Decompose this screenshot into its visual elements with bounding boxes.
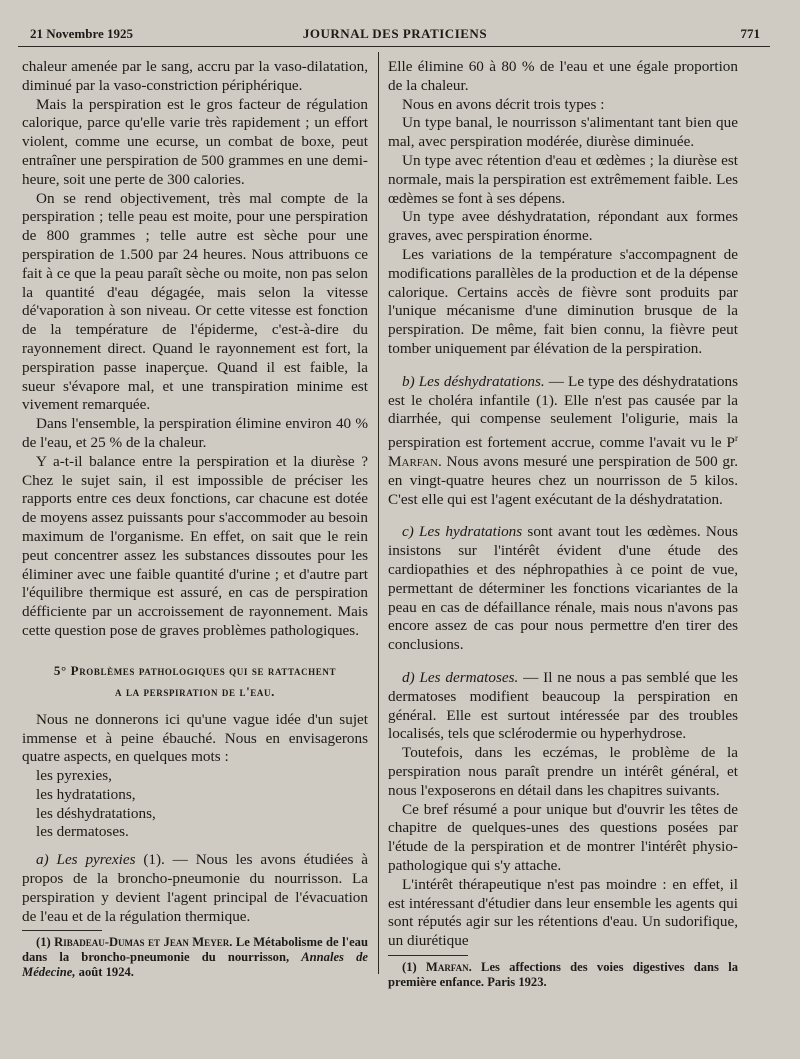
right-column <box>388 58 738 990</box>
left-column <box>22 58 368 980</box>
superscript: r <box>735 433 738 444</box>
paragraph: Toutefois, dans les eczémas, le problème de la perspiration nous paraît prendre un intérêt général, et nous l'exposerons en détail dans les chapitres suivants. <box>388 744 738 799</box>
list-item: les hydratations, <box>36 785 136 803</box>
paragraph: Ce bref résumé a pour unique but d'ouvrir les têtes de chapitre de quelques-unes des questions posées par l'étude de la perspiration et de montrer l'intérêt physio-pathologique qui s'y attache. <box>388 800 738 874</box>
section-heading <box>22 659 368 701</box>
paragraph-text: (1). — Nous les avons étudiées à propos de la broncho-pneumonie du nourrisson. La perspiration y devient l'agent principal de l'évacuation de l'eau et de la régulation thermique. <box>22 851 368 925</box>
footnote <box>22 935 368 980</box>
paragraph: Elle élimine 60 à 80 % de l'eau et une égale proportion de la chaleur. <box>388 58 738 94</box>
list-item: les dermatoses. <box>36 823 129 841</box>
running-header <box>30 26 760 44</box>
section-heading-line: 5° Problèmes pathologiques qui se rattachent <box>53 662 337 678</box>
paragraph: On se rend objectivement, très mal compte de la perspiration ; telle peau est moite, pour une perspiration de 800 grammes ; telle autre est sèche pour une perspiration de 1.500 par 24 heures. Nous attribuons ce fait à ce que la peau paraît sèche ou moite, non pas selon la quantité d'eau dégagée, mais selon la vitesse dé'vaporation à son niveau. Or cette vitesse est fonction de la température de l'épiderme, c'est-à-dire du rayonnement direct. Quand le rayonnement est fort, la perspiration passe inaperçue. Quand il est faible, la sueur s'évapore mal, et une transpiration minime est vivement remarquée. <box>22 189 368 414</box>
author-name: Marfan. <box>388 453 442 470</box>
paragraph-text: sont avant tout les œdèmes. Nous insistons sur l'intérêt évident d'une étude des cardiopathies et des néphropathies à ce point de vue, permettant de déterminer les fonctions vicariantes de la peau en cas de défaillance rénale, mais nous n'avons pas encore assez de cas pour nous permettre d'en tirer des conclusions. <box>388 523 738 654</box>
paragraph-text: Nous avons mesuré une perspiration de 500 gr. en vingt-quatre heures chez un nourrisson de 5 kilos. C'est elle qui est l'agent exécutant de la déshydratation. <box>388 453 738 508</box>
paragraph: Nous en avons décrit trois types : <box>402 95 605 113</box>
subsection-label: c) Les hydratations <box>402 523 523 541</box>
paragraph-text: — Le type des déshydratations est le choléra infantile (1). Elle n'est pas causée par la diarrhée, qui compense seulement l'oligurie, mais la perspiration est fortement accrue, comme l'avait vu le P <box>388 372 738 452</box>
list-item: les déshydratations, <box>36 804 156 822</box>
subsection-label: b) Les déshydratations. <box>402 372 545 390</box>
footnote-journal: Annales de Médecine, <box>22 950 368 980</box>
subsection-label: a) Les pyrexies <box>36 851 136 869</box>
paragraph-text: — Il ne nous a pas semblé que les dermatoses modifient beaucoup la perspiration en général. Elle est surtout intéressée par des troubles localisés, tels que sclérodermie ou hyperhydrose. <box>388 668 738 743</box>
paragraph <box>388 523 738 655</box>
issue-date: 21 Novembre 1925 <box>30 26 134 41</box>
subsection-label: d) Les dermatoses. <box>402 668 519 686</box>
paragraph <box>388 373 738 510</box>
footnote-text: Le Métabolisme de l'eau dans la broncho-pneumonie du nourrisson, <box>22 935 368 965</box>
aspects-list <box>22 767 368 842</box>
paragraph: Un type banal, le nourrisson s'alimentant tant bien que mal, avec perspiration modérée, diurèse diminuée. <box>388 114 738 151</box>
paragraph: Nous ne donnerons ici qu'une vague idée d'un sujet immense et à peine ébauché. Nous en envisagerons quatre aspects, en quelques mots : <box>22 710 368 766</box>
footnote <box>388 960 738 990</box>
paragraph <box>22 851 368 926</box>
paragraph: Dans l'ensemble, la perspiration élimine environ 40 % de l'eau, et 25 % de la chaleur. <box>22 415 368 451</box>
paragraph: Y a-t-il balance entre la perspiration et la diurèse ? Chez le sujet sain, il est impossible de préciser les rapports entre ces deux fonctions, car chacune est dotée de moyens assez puissants pour s'accommoder au besoin maximum de l'organisme. En effet, on sait que le rein peut concentrer assez les substances dissoutes pour les éliminer avec une faible quantité d'urine ; et d'autre part l'équilibre thermique est assuré, en cas de perspiration défficiente par un accroissement de rayonnement. Mais cette question pose de graves problèmes pathologiques. <box>22 452 368 639</box>
column-separator <box>378 52 379 974</box>
footnote-authors: (1) Ribadeau-Dumas et Jean Meyer. <box>36 935 233 950</box>
footnote-author: (1) Marfan. <box>402 959 472 974</box>
footnote-rule <box>22 930 102 931</box>
journal-title: JOURNAL DES PRATICIENS <box>302 26 488 41</box>
paragraph: Les variations de la température s'accompagnent de modifications parallèles de la production et de la dépense calorique. Certains accès de fièvre sont produits par l'unique mécanisme d'une diminution brusque de la perspiration. De même, fait bien connu, la fièvre peut tomber uniquement par élévation de la perspiration. <box>388 245 738 357</box>
paragraph: L'intérêt thérapeutique n'est pas moindre : en effet, il est intéressant d'étudier dans leur ensemble les agents qui sont réputés agir sur les rétentions d'eau. Un sudorifique, un diurétique <box>388 875 738 950</box>
list-item: les pyrexies, <box>36 767 112 785</box>
footnote-rule <box>388 955 468 956</box>
paragraph: Un type avee déshydratation, répondant aux formes graves, avec perspiration énorme. <box>388 208 738 245</box>
paragraph <box>388 669 738 744</box>
paragraph: chaleur amenée par le sang, accru par la vaso-dilatation, diminué par la vaso-constriction périphérique. <box>22 58 368 94</box>
paragraph: Mais la perspiration est le gros facteur de régulation calorique, parce qu'elle varie très rapidement ; un effort violent, comme une ecurse, un combat de boxe, peut entraîner une perspiration de 500 grammes en une demi-heure, soit une perte de 300 calories. <box>22 95 368 188</box>
page-number: 771 <box>740 26 760 41</box>
section-heading-line: a la perspiration de l'eau. <box>115 683 275 699</box>
paragraph: Un type avec rétention d'eau et œdèmes ; la diurèse est normale, mais la perspiration est extrêmement faible. Les œdèmes se font à ses dépens. <box>388 151 738 207</box>
header-rule <box>18 46 770 47</box>
footnote-date: août 1924. <box>75 965 134 980</box>
footnote-text: Les affections des voies digestives dans la première enfance. Paris 1923. <box>388 959 738 989</box>
